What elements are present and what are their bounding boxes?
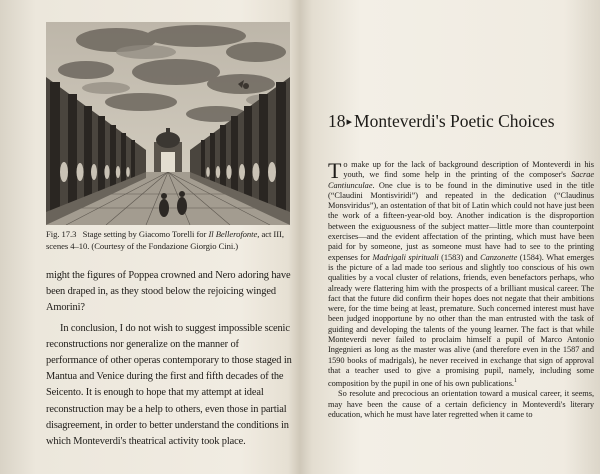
opening-paragraph xyxy=(328,160,594,389)
caption-text-pre: Stage setting by Giacomo Torelli for xyxy=(82,229,209,239)
chapter-heading xyxy=(328,110,598,133)
footnote-marker: 1 xyxy=(513,378,517,385)
stage-setting-engraving xyxy=(46,22,290,225)
chapter-number: 18 xyxy=(328,111,346,131)
left-page xyxy=(0,0,298,474)
para1-text-b: . One clue is to be found in the diminutive used in the title (“Claudini Montisviridi”) and repeated in the dedication (“Claudinus Monsviridus”), an ostentation of that bit of Latin which could not have just been the work of a fifteen-year-old boy. Another indication is the disproportion between the exiguousness of the subject matter—little more than counterpoint exercises—and the evident affectation of the printing, which must have been paid for by someone, just as someone must have had to see to the printing expenses for xyxy=(328,180,594,262)
para1-text-a: o make up for the lack of background description of Monteverdi in his youth, we find some help in the printing of the composer's xyxy=(343,160,594,180)
figure-caption xyxy=(46,229,292,252)
caption-label: Fig. 17.3 xyxy=(46,229,77,239)
caption-text-post: , act III, scenes 4–10. (Courtesy of the Fondazione Giorgio Cini.) xyxy=(46,229,284,251)
carryover-paragraph: might the figures of Poppea crowned and Nero adoring have been draped in, as they stood below the rejoicing winged Amorini? xyxy=(46,270,291,314)
title-sacrae-cantiunculae: Sacrae Cantiunculae xyxy=(328,170,594,190)
para1-text-d: (1584). What emerges is the picture of a lad made too serious and slightly too conscious of his own qualities by a vocal cluster of relations, friends, even benefactors perhaps, who already were flattering him with the prospects of a brilliant musical career. The fact that the future did confirm their hopes does not negate that their ambitions were, for the time being at least, premature. Such concerned interest must have been judged inopportune by no other than the man entrusted with the task of guiding and developing the talents of the young learner. The fact is that while Monteverdi never failed to proclaim himself a pupil of Marco Antonio Ingegnieri as long as the master was alive (and therefore even in the 1587 and 1590 books of madrigals), he never received in exchange that sign of approval that a teacher used to give a promising pupil, namely, including some composition by the pupil in one of his own publications. xyxy=(328,252,594,389)
conclusion-paragraph: In conclusion, I do not wish to suggest impossible scenic reconstructions nor generalize on the manner of performance of other operas contemporary to those staged in Mantua and Venice during the first and fifth decades of the Seicento. It is enough to hope that my attempt at ideal reconstruction may be a help to others, even those in partial disagreement, in order to better understand the conditions in which Monteverdi's theatrical activity took place. xyxy=(46,322,292,448)
title-canzonette: Canzonette xyxy=(480,252,518,262)
second-paragraph: So resolute and precocious an orientation toward a musical career, it seems, may have been the cause of a certain deficiency in Monteverdi's literary education, which he must have later regretted when it came to xyxy=(328,389,594,419)
right-page xyxy=(302,0,600,474)
drop-cap: T xyxy=(328,158,342,183)
caption-opera-title: Il Bellerofonte xyxy=(208,229,258,239)
chapter-title: Monteverdi's Poetic Choices xyxy=(354,111,555,131)
title-madrigali-spirituali: Madrigali spirituali xyxy=(372,252,439,262)
right-page-text xyxy=(328,160,594,420)
left-page-text xyxy=(46,268,292,450)
para1-text-c: (1583) and xyxy=(438,252,481,262)
engraving-image xyxy=(46,22,290,225)
chapter-arrow-icon: ▸ xyxy=(346,116,353,128)
